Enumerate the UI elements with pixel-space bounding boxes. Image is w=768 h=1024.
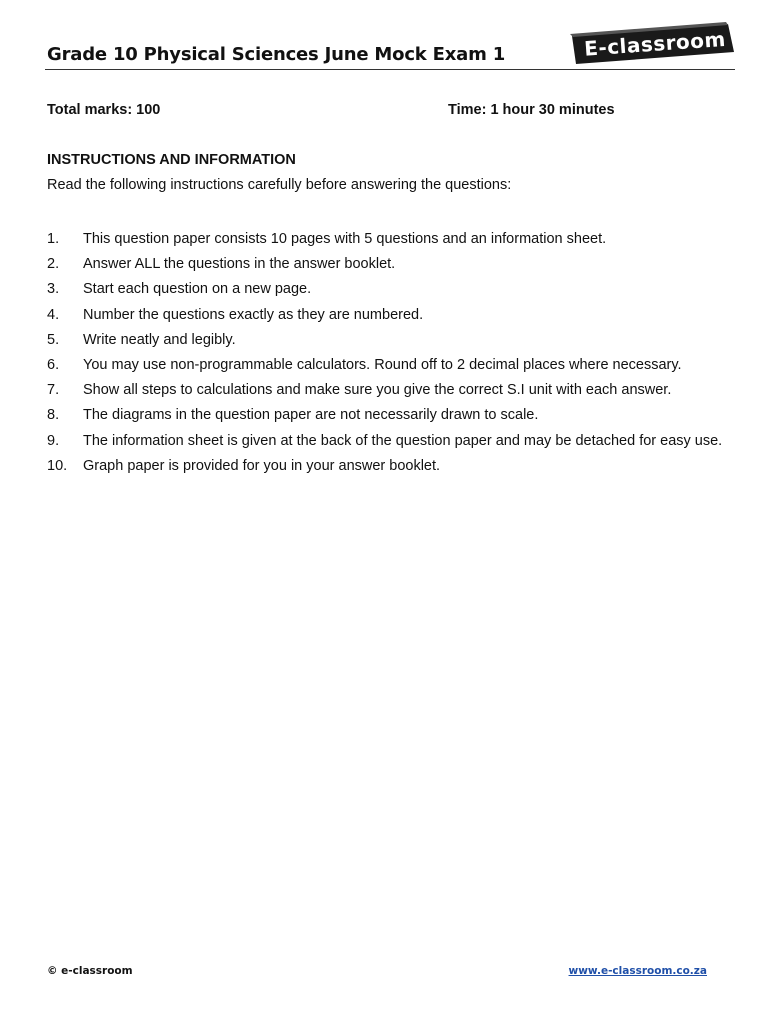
instructions-intro: Read the following instructions carefully before answering the questions: — [47, 177, 512, 193]
list-item — [47, 303, 727, 328]
item-text: The information sheet is given at the back of the question paper and may be detached for easy use. — [83, 432, 723, 449]
header-divider — [45, 69, 735, 70]
logo-text: E-classroom — [583, 26, 727, 61]
list-item — [47, 277, 727, 302]
item-number: 9. — [47, 432, 60, 449]
item-text: Answer ALL the questions in the answer booklet. — [83, 256, 396, 273]
list-item — [47, 252, 727, 277]
item-number: 1. — [47, 231, 60, 247]
page-title: Grade 10 Physical Sciences June Mock Exam 1 — [47, 44, 506, 65]
item-text: Write neatly and legibly. — [83, 331, 236, 348]
section-heading: INSTRUCTIONS AND INFORMATION — [47, 152, 296, 168]
list-item — [47, 378, 727, 403]
item-text: Start each question on a new page. — [83, 281, 312, 298]
list-item — [47, 227, 727, 252]
item-number: 8. — [47, 407, 60, 424]
item-text: Number the questions exactly as they are numbered. — [83, 306, 424, 323]
footer-copyright: © e-classroom — [47, 965, 133, 977]
item-text: Graph paper is provided for you in your answer booklet. — [83, 457, 441, 474]
e-classroom-logo — [568, 22, 736, 66]
exam-time: Time: 1 hour 30 minutes — [448, 102, 615, 118]
list-item — [47, 403, 727, 428]
item-text: Show all steps to calculations and make sure you give the correct S.I unit with each answer. — [83, 382, 672, 399]
footer-website-link[interactable]: www.e-classroom.co.za — [568, 965, 707, 977]
item-text: This question paper consists 10 pages with 5 questions and an information sheet. — [83, 231, 607, 247]
instructions-list — [47, 227, 727, 479]
item-number: 7. — [47, 382, 60, 399]
item-text: You may use non-programmable calculators. Round off to 2 decimal places where necessary. — [83, 357, 682, 374]
item-text: The diagrams in the question paper are not necessarily drawn to scale. — [83, 407, 539, 424]
item-number: 10. — [47, 457, 68, 474]
list-item — [47, 353, 727, 378]
item-number: 3. — [47, 281, 60, 298]
list-item — [47, 429, 727, 454]
item-number: 2. — [47, 256, 60, 273]
item-number: 6. — [47, 357, 60, 374]
list-item — [47, 454, 727, 479]
item-number: 5. — [47, 331, 60, 348]
total-marks: Total marks: 100 — [47, 102, 161, 118]
list-item — [47, 328, 727, 353]
item-number: 4. — [47, 306, 60, 323]
